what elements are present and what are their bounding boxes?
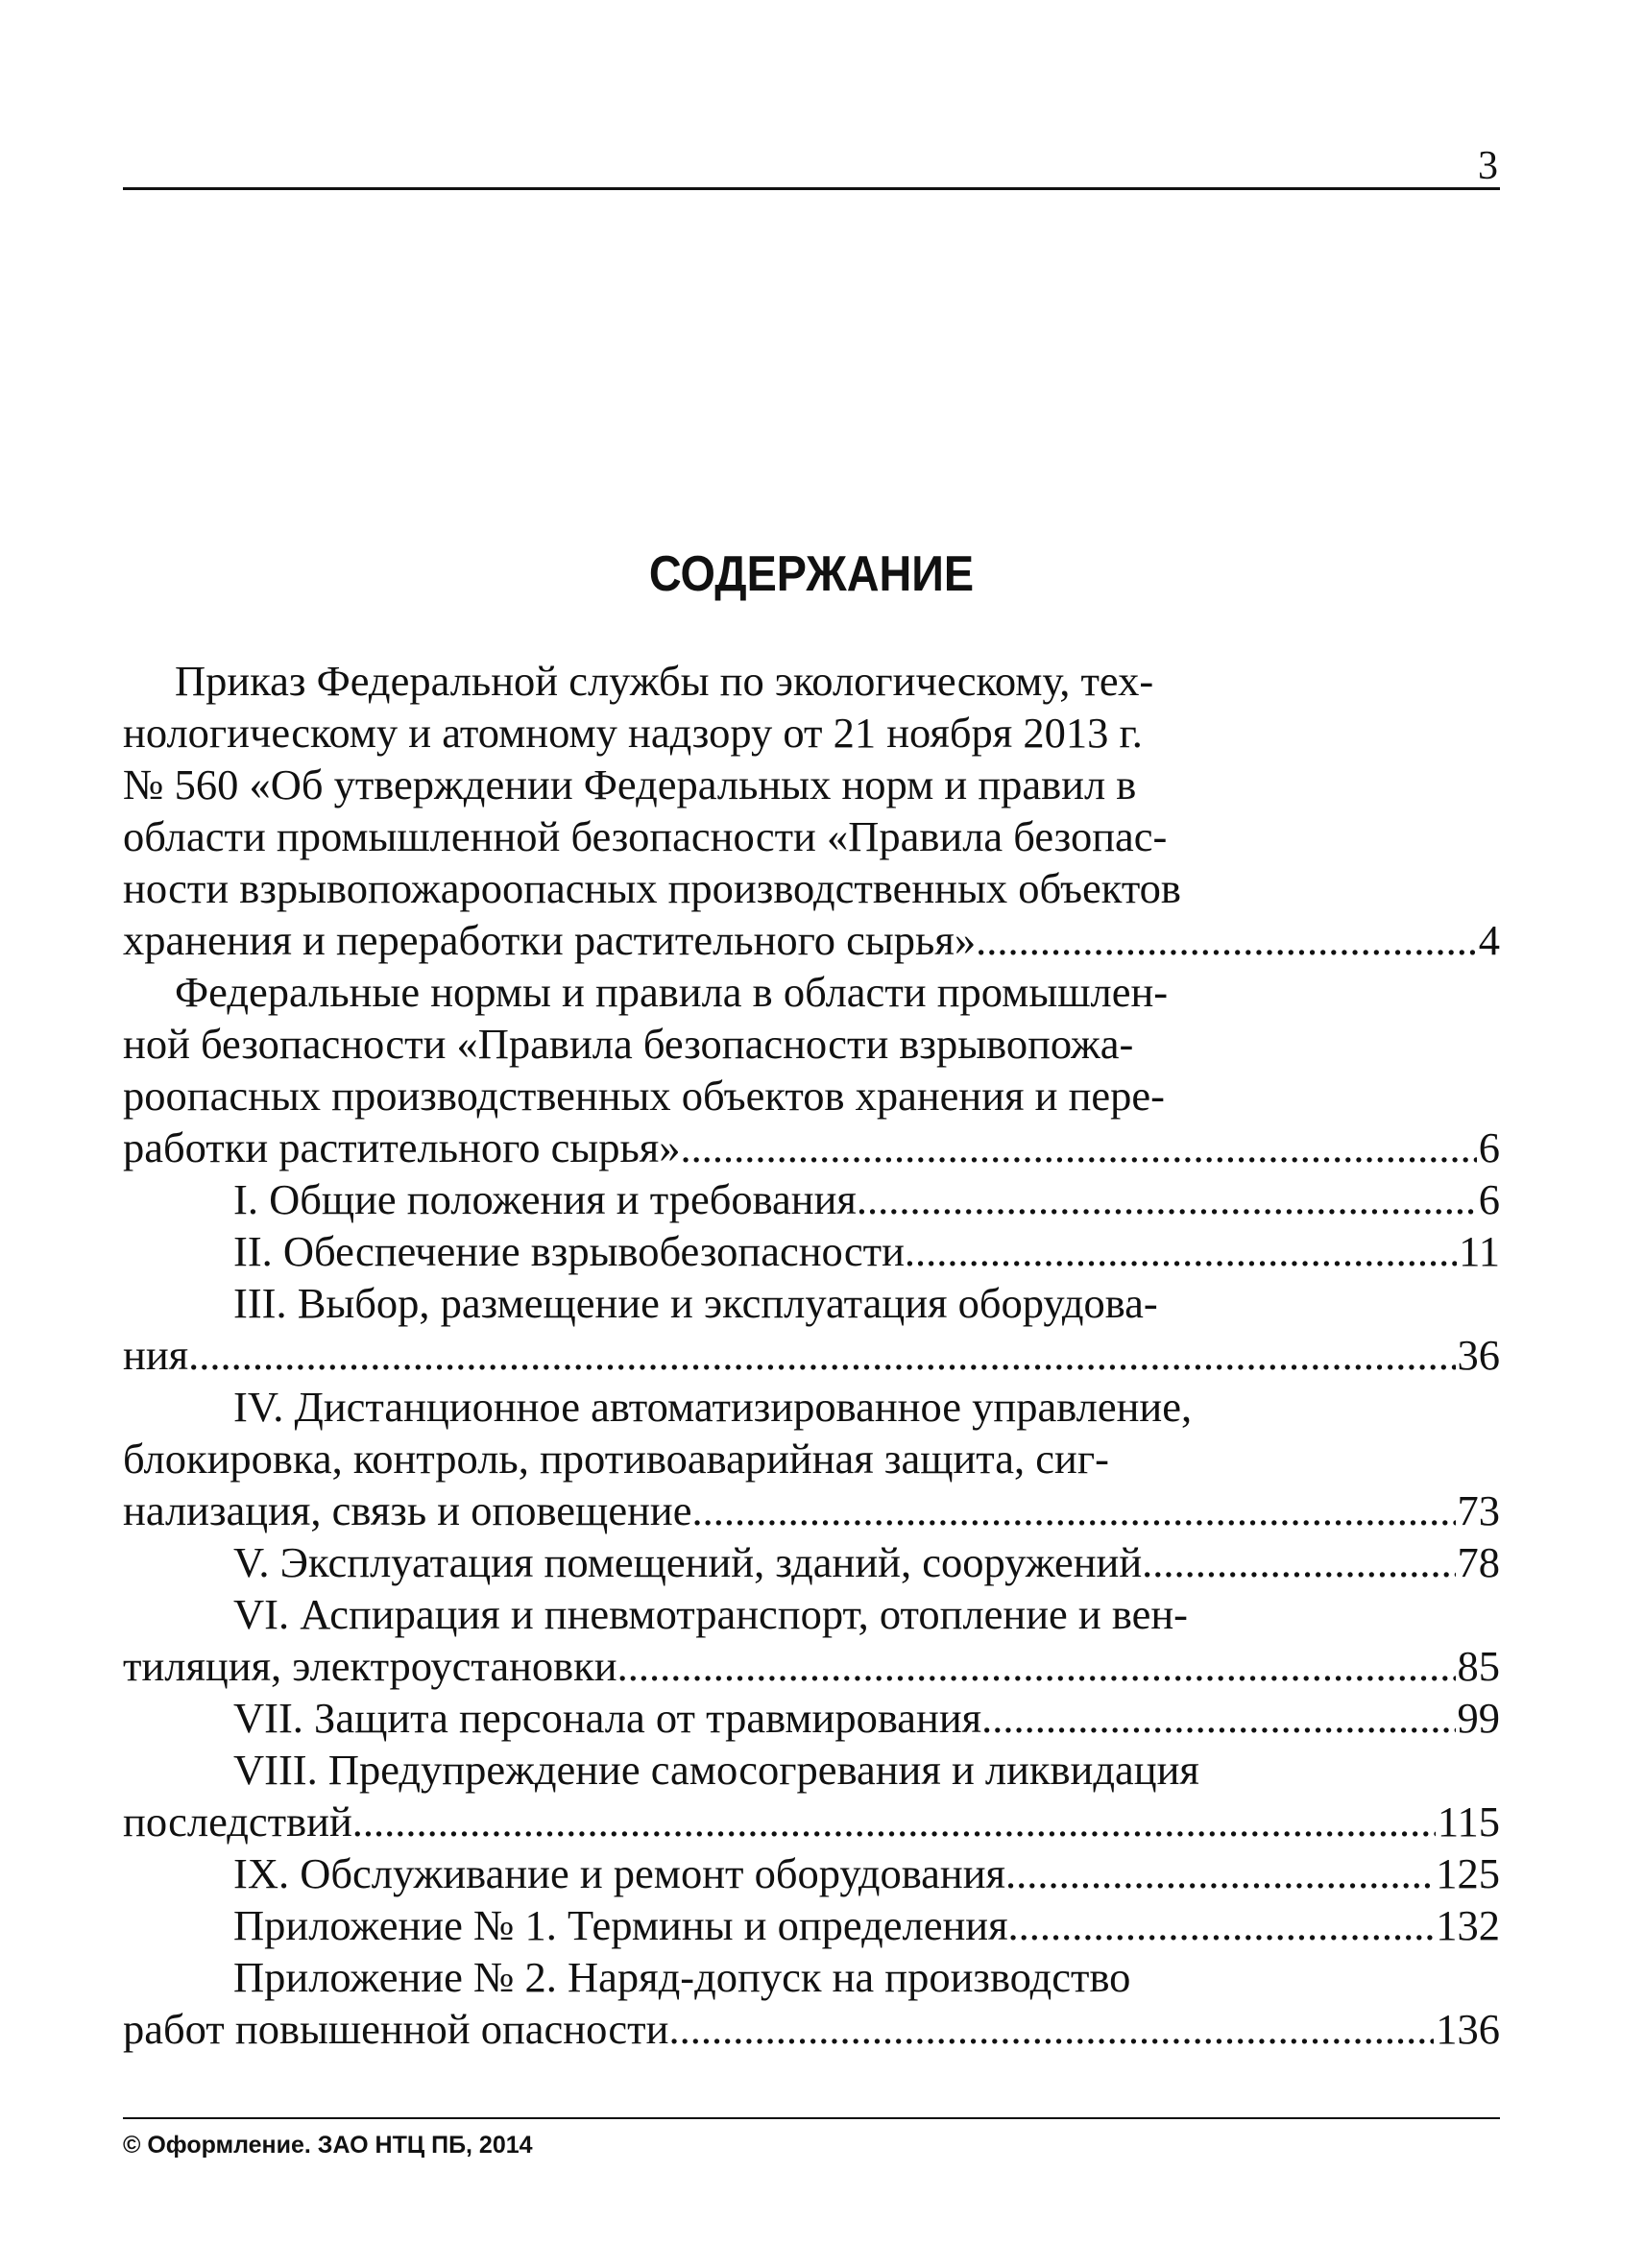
toc-entry-section-2[interactable] bbox=[123, 1225, 1500, 1277]
toc-line-last bbox=[123, 1536, 1500, 1588]
dot-leader bbox=[188, 1329, 1455, 1381]
toc-page-number: 125 bbox=[1436, 1849, 1500, 1897]
dot-leader bbox=[668, 2003, 1434, 2055]
dot-leader bbox=[857, 1173, 1477, 1225]
dot-leader bbox=[352, 1796, 1436, 1847]
toc-page-number: 115 bbox=[1437, 1798, 1500, 1846]
toc-entry-section-6[interactable] bbox=[123, 1588, 1500, 1692]
toc-line: ности взрывопожароопасных производственных объектов bbox=[123, 864, 1181, 912]
dot-leader bbox=[976, 914, 1477, 966]
toc-entry-order[interactable] bbox=[123, 655, 1500, 966]
dot-leader bbox=[691, 1484, 1455, 1536]
toc-entry-text: нализация, связь и оповещение bbox=[123, 1486, 692, 1534]
toc-line: Приложение № 2. Наряд-допуск на производство bbox=[233, 1953, 1131, 2001]
toc-entry-section-1[interactable] bbox=[123, 1173, 1500, 1225]
toc-page-number: 4 bbox=[1478, 916, 1500, 964]
toc-line: III. Выбор, размещение и эксплуатация оборудова- bbox=[233, 1279, 1158, 1327]
toc-line: нологическому и атомному надзору от 21 ноября 2013 г. bbox=[123, 709, 1143, 757]
toc-page-number: 132 bbox=[1436, 1901, 1500, 1949]
toc-entry-text: тиляция, электроустановки bbox=[123, 1642, 617, 1690]
toc-page-number: 11 bbox=[1459, 1227, 1500, 1275]
toc-page-number: 99 bbox=[1457, 1694, 1500, 1742]
toc-entry-section-9[interactable] bbox=[123, 1847, 1500, 1899]
copyright-notice: © Оформление. ЗАО НТЦ ПБ, 2014 bbox=[123, 2132, 533, 2159]
table-of-contents bbox=[123, 655, 1500, 2055]
toc-line-last bbox=[123, 1899, 1500, 1951]
toc-entry-text: работ повышенной опасности bbox=[123, 2005, 669, 2053]
dot-leader bbox=[681, 1122, 1477, 1173]
toc-line: VIII. Предупреждение самосогревания и ликвидация bbox=[233, 1746, 1199, 1794]
dot-leader bbox=[1142, 1536, 1455, 1588]
toc-entry-text: хранения и переработки растительного сырья» bbox=[123, 916, 977, 964]
toc-entry-norms[interactable] bbox=[123, 966, 1500, 1173]
toc-entry-text: V. Эксплуатация помещений, зданий, сооружений bbox=[233, 1538, 1143, 1586]
toc-entry-appendix-2[interactable] bbox=[123, 1951, 1500, 2055]
toc-line-last bbox=[123, 1122, 1500, 1173]
toc-entry-section-4[interactable] bbox=[123, 1381, 1500, 1536]
toc-line-last bbox=[123, 2003, 1500, 2055]
toc-entry-section-3[interactable] bbox=[123, 1277, 1500, 1381]
toc-line-last bbox=[123, 1329, 1500, 1381]
toc-line-last bbox=[123, 1225, 1500, 1277]
toc-line: IV. Дистанционное автоматизированное управление, bbox=[233, 1383, 1193, 1431]
toc-page-number: 6 bbox=[1478, 1123, 1500, 1171]
toc-entry-text: Приложение № 1. Термины и определения bbox=[233, 1901, 1008, 1949]
toc-page-number: 136 bbox=[1436, 2005, 1500, 2053]
toc-line: VI. Аспирация и пневмотранспорт, отопление и вен- bbox=[233, 1590, 1188, 1638]
page-title: СОДЕРЖАНИЕ bbox=[648, 546, 975, 602]
toc-line-last bbox=[123, 1796, 1500, 1847]
toc-page-number: 6 bbox=[1478, 1175, 1500, 1223]
toc-entry-text: работки растительного сырья» bbox=[123, 1123, 681, 1171]
toc-line: ной безопасности «Правила безопасности взрывопожа- bbox=[123, 1020, 1134, 1068]
toc-line: роопасных производственных объектов хранения и пере- bbox=[123, 1072, 1165, 1120]
header-rule bbox=[123, 187, 1500, 190]
page-number: 3 bbox=[1478, 144, 1498, 188]
toc-line-last bbox=[123, 1847, 1500, 1899]
toc-entry-appendix-1[interactable] bbox=[123, 1899, 1500, 1951]
footer-rule bbox=[123, 2117, 1500, 2119]
toc-page-number: 85 bbox=[1457, 1642, 1500, 1690]
toc-entry-text: I. Общие положения и требования bbox=[233, 1175, 857, 1223]
toc-line-last bbox=[123, 1173, 1500, 1225]
dot-leader bbox=[1008, 1899, 1435, 1951]
toc-line: Приказ Федеральной службы по экологическому, тех- bbox=[175, 657, 1154, 705]
toc-entry-text: VII. Защита персонала от травмирования bbox=[233, 1694, 982, 1742]
toc-page-number: 73 bbox=[1457, 1486, 1500, 1534]
toc-entry-text: IX. Обслуживание и ремонт оборудования bbox=[233, 1849, 1005, 1897]
toc-entry-section-5[interactable] bbox=[123, 1536, 1500, 1588]
toc-line-last bbox=[123, 1640, 1500, 1692]
toc-line: Федеральные нормы и правила в области промышлен- bbox=[175, 968, 1169, 1016]
toc-line-last bbox=[123, 914, 1500, 966]
toc-line-last bbox=[123, 1692, 1500, 1744]
toc-line-last bbox=[123, 1484, 1500, 1536]
toc-line: № 560 «Об утверждении Федеральных норм и правил в bbox=[123, 760, 1137, 808]
toc-line: области промышленной безопасности «Правила безопас- bbox=[123, 812, 1168, 860]
toc-page-number: 78 bbox=[1457, 1538, 1500, 1586]
dot-leader bbox=[617, 1640, 1456, 1692]
toc-entry-text: последствий bbox=[123, 1798, 352, 1846]
toc-entry-text: ния bbox=[123, 1331, 189, 1379]
toc-line: блокировка, контроль, противоаварийная защита, сиг- bbox=[123, 1435, 1109, 1483]
toc-entry-section-8[interactable] bbox=[123, 1744, 1500, 1847]
toc-entry-section-7[interactable] bbox=[123, 1692, 1500, 1744]
dot-leader bbox=[1005, 1847, 1434, 1899]
toc-page-number: 36 bbox=[1457, 1331, 1500, 1379]
dot-leader bbox=[905, 1225, 1457, 1277]
dot-leader bbox=[981, 1692, 1455, 1744]
toc-entry-text: II. Обеспечение взрывобезопасности bbox=[233, 1227, 905, 1275]
